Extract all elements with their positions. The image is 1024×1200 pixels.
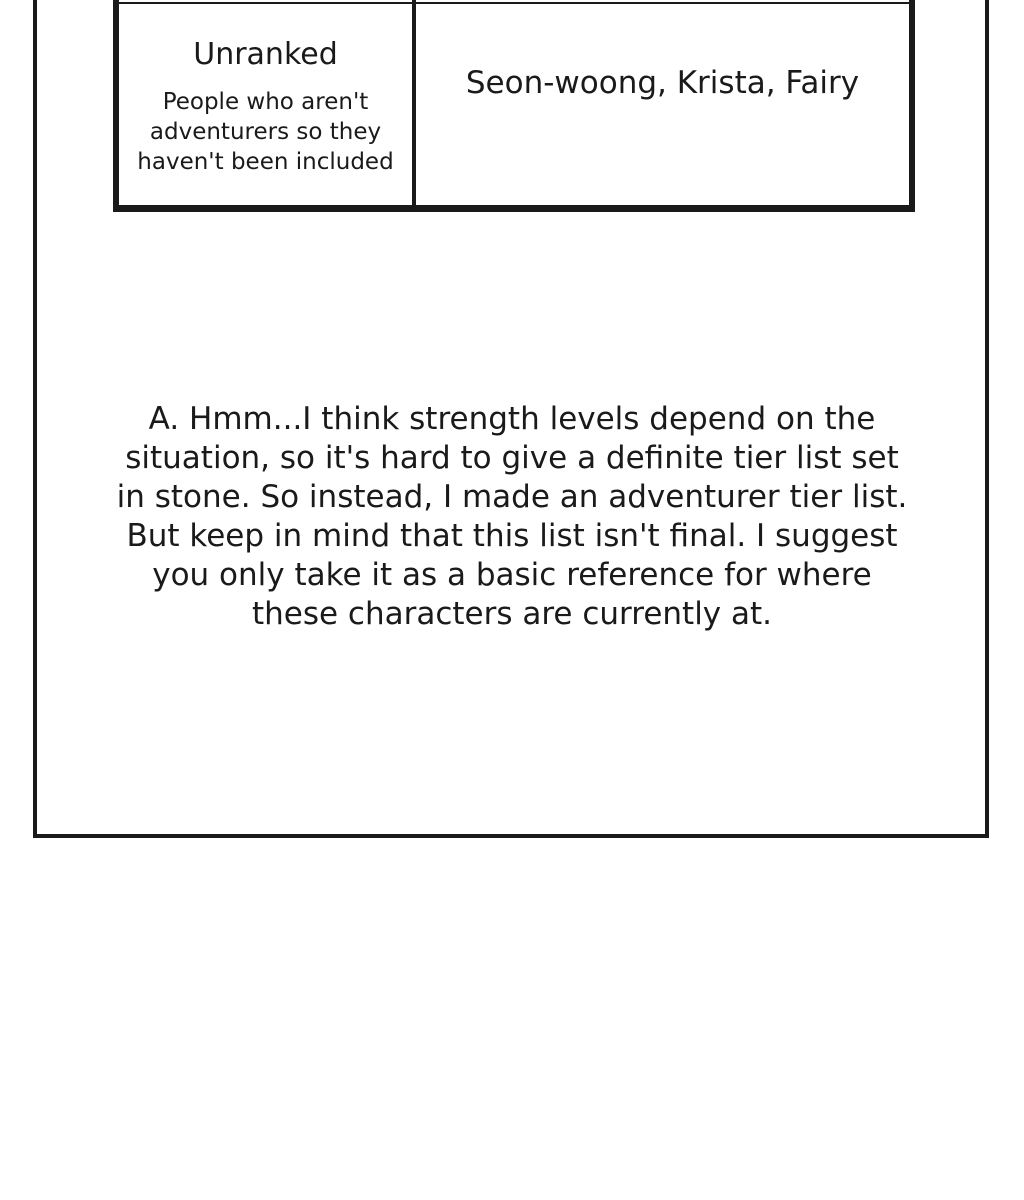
- tier-rank-description: People who aren't adventurers so they haven't been included: [137, 89, 394, 175]
- tier-members-cell: [416, 4, 909, 205]
- tier-members-list: Seon-woong, Krista, Fairy: [465, 65, 860, 101]
- tier-rank-label: Unranked: [193, 37, 338, 72]
- answer-paragraph: A. Hmm...I think strength levels depend on the situation, so it's hard to give a definite tier list set in stone. So instead, I made an adventurer tier list. But keep in mind that this list isn't final. I suggest you only take it as a basic reference for where these characters are currently at.: [116, 401, 908, 632]
- tier-list-table: [113, 0, 915, 212]
- tier-rank-cell: [119, 4, 412, 205]
